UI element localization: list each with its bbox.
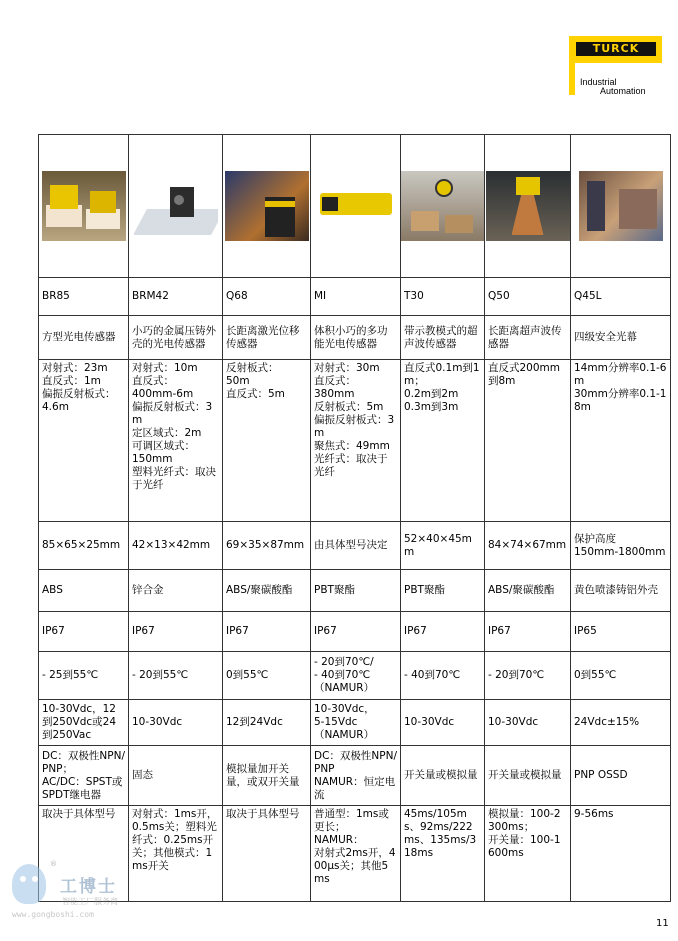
range-cell: 直反式200mm到8m (485, 360, 571, 522)
description-cell: 体积小巧的多功能光电传感器 (311, 316, 401, 360)
product-image-q68 (225, 171, 309, 241)
response-cell: 取决于具体型号 (223, 806, 311, 902)
response-cell: 模拟量：100-2300ms； 开关量：100-1600ms (485, 806, 571, 902)
temperature-cell: 0到55℃ (571, 652, 671, 700)
logo-tagline-automation: Automation (600, 86, 646, 96)
range-cell: 对射式：23m 直反式：1m 偏振反射板式：4.6m (39, 360, 129, 522)
temperature-cell: - 40到70℃ (401, 652, 485, 700)
temperature-cell: - 20到70℃ (485, 652, 571, 700)
product-spec-table (38, 134, 671, 902)
output-cell: 模拟量加开关量，或双开关量 (223, 746, 311, 806)
protection-row (39, 612, 671, 652)
model-cell: Q50 (485, 278, 571, 316)
model-cell: Q45L (571, 278, 671, 316)
response-cell: 取决于具体型号 (39, 806, 129, 902)
range-cell: 对射式：30m 直反式： 380mm 反射板式：5m 偏振反射板式：3m 聚焦式：49mm 光纤式：取决于光纤 (311, 360, 401, 522)
protection-cell: IP65 (571, 612, 671, 652)
product-image-mi (314, 171, 398, 241)
product-image-q50 (486, 171, 570, 241)
voltage-cell: 10-30Vdc (129, 700, 223, 746)
protection-cell: IP67 (311, 612, 401, 652)
description-cell: 带示教模式的超声波传感器 (401, 316, 485, 360)
protection-cell: IP67 (39, 612, 129, 652)
output-cell: DC：双极性NPN/PNP； AC/DC：SPST或SPDT继电器 (39, 746, 129, 806)
voltage-cell: 24Vdc±15% (571, 700, 671, 746)
description-cell: 长距离超声波传感器 (485, 316, 571, 360)
product-image-cell (223, 135, 311, 278)
temperature-cell: - 20到55℃ (129, 652, 223, 700)
voltage-cell: 10-30Vdc (485, 700, 571, 746)
model-cell: T30 (401, 278, 485, 316)
output-cell: 固态 (129, 746, 223, 806)
dimensions-cell: 52×40×45mm (401, 522, 485, 570)
voltage-cell: 10-30Vdc， 5-15Vdc （NAMUR） (311, 700, 401, 746)
robot-mascot-icon (12, 864, 46, 904)
dimensions-cell: 保护高度 150mm-1800mm (571, 522, 671, 570)
range-cell: 反射板式： 50m 直反式：5m (223, 360, 311, 522)
dimensions-cell: 69×35×87mm (223, 522, 311, 570)
output-row (39, 746, 671, 806)
logo-tagline-industrial: Industrial (580, 77, 617, 87)
watermark-subtitle: 智能工厂服务商 (62, 897, 118, 906)
product-image-cell (571, 135, 671, 278)
description-cell: 方型光电传感器 (39, 316, 129, 360)
model-cell: Q68 (223, 278, 311, 316)
product-image-br85 (42, 171, 126, 241)
watermark-title: 工博士 (60, 877, 117, 897)
model-row (39, 278, 671, 316)
page-number: 11 (656, 918, 669, 929)
model-cell: BRM42 (129, 278, 223, 316)
material-cell: PBT聚酯 (311, 570, 401, 612)
protection-cell: IP67 (485, 612, 571, 652)
material-cell: 黄色喷漆铸铝外壳 (571, 570, 671, 612)
range-row (39, 360, 671, 522)
description-cell: 长距离激光位移传感器 (223, 316, 311, 360)
material-cell: ABS/聚碳酸酯 (485, 570, 571, 612)
watermark-url: www.gongboshi.com (12, 910, 94, 919)
product-image-brm42 (134, 171, 218, 241)
product-image-cell (311, 135, 401, 278)
product-image-cell (485, 135, 571, 278)
voltage-cell: 12到24Vdc (223, 700, 311, 746)
temperature-row (39, 652, 671, 700)
temperature-cell: 0到55℃ (223, 652, 311, 700)
response-cell: 9-56ms (571, 806, 671, 902)
description-cell: 小巧的金属压铸外壳的光电传感器 (129, 316, 223, 360)
product-image-cell (39, 135, 129, 278)
dimensions-cell: 84×74×67mm (485, 522, 571, 570)
logo-wordmark: TURCK (576, 42, 656, 56)
dimensions-cell: 85×65×25mm (39, 522, 129, 570)
material-cell: ABS/聚碳酸酯 (223, 570, 311, 612)
response-cell: 普通型：1ms或更长； NAMUR： 对射式2ms开，400μs关；其他5ms (311, 806, 401, 902)
watermark (8, 858, 143, 919)
output-cell: 开关量或模拟量 (401, 746, 485, 806)
temperature-cell: - 25到55℃ (39, 652, 129, 700)
image-row (39, 135, 671, 278)
protection-cell: IP67 (129, 612, 223, 652)
product-image-cell (129, 135, 223, 278)
dimensions-cell: 42×13×42mm (129, 522, 223, 570)
output-cell: 开关量或模拟量 (485, 746, 571, 806)
product-image-t30 (401, 171, 485, 241)
description-cell: 四级安全光幕 (571, 316, 671, 360)
temperature-cell: - 20到70℃/ - 40到70℃ （NAMUR） (311, 652, 401, 700)
response-cell: 45ms/105ms、92ms/222ms、135ms/318ms (401, 806, 485, 902)
description-row (39, 316, 671, 360)
product-image-cell (401, 135, 485, 278)
model-cell: BR85 (39, 278, 129, 316)
dimensions-row (39, 522, 671, 570)
output-cell: DC：双极性NPN/PNP NAMUR：恒定电流 (311, 746, 401, 806)
product-image-q45l (579, 171, 663, 241)
voltage-cell: 10-30Vdc (401, 700, 485, 746)
voltage-cell: 10-30Vdc，12到250Vdc或24到250Vac (39, 700, 129, 746)
response-cell: 对射式：1ms开，0.5ms关；塑料光纤式：0.25ms开关；其他模式：1ms开关 (129, 806, 223, 902)
voltage-row (39, 700, 671, 746)
model-cell: MI (311, 278, 401, 316)
range-cell: 对射式：10m 直反式： 400mm-6m 偏振反射板式：3m 定区域式：2m 可调区域式： 150mm 塑料光纤式：取决于光纤 (129, 360, 223, 522)
material-cell: 锌合金 (129, 570, 223, 612)
material-row (39, 570, 671, 612)
output-cell: PNP OSSD (571, 746, 671, 806)
protection-cell: IP67 (223, 612, 311, 652)
dimensions-cell: 由具体型号决定 (311, 522, 401, 570)
range-cell: 14mm分辨率0.1-6m 30mm分辨率0.1-18m (571, 360, 671, 522)
range-cell: 直反式0.1m到1m； 0.2m到2m 0.3m到3m (401, 360, 485, 522)
registered-mark: ® (50, 860, 57, 868)
material-cell: PBT聚酯 (401, 570, 485, 612)
material-cell: ABS (39, 570, 129, 612)
protection-cell: IP67 (401, 612, 485, 652)
